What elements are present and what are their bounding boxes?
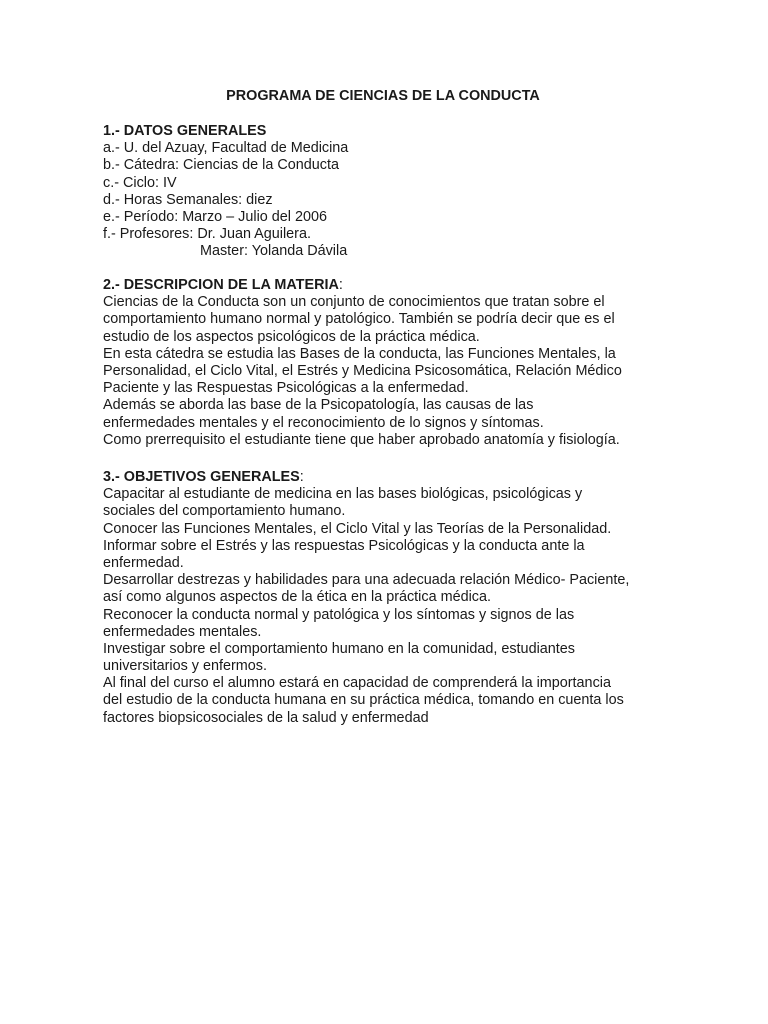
heading-colon: : [338, 277, 343, 293]
text-line: enfermedades mentales y el reconocimiento de lo signos y síntomas. [103, 414, 544, 431]
text-line: comportamiento humano normal y patológico. También se podría decir que es el [103, 311, 615, 328]
text-line: En esta cátedra se estudia las Bases de la conducta, las Funciones Mentales, la [103, 345, 616, 362]
text-line: del estudio de la conducta humana en su práctica médica, tomando en cuenta los [103, 692, 624, 709]
text-line: Conocer las Funciones Mentales, el Ciclo Vital y las Teorías de la Personalidad. [103, 520, 612, 537]
section-heading: 2.- DESCRIPCION DE LA MATERIA [103, 277, 339, 293]
text-line: Capacitar al estudiante de medicina en las bases biológicas, psicológicas y [103, 486, 583, 503]
section-heading-row [103, 277, 703, 294]
heading-colon: : [299, 469, 304, 485]
text-line: Personalidad, el Ciclo Vital, el Estrés y Medicina Psicosomática, Relación Médico [103, 362, 622, 379]
section-datos-generales [103, 123, 703, 261]
text-line: sociales del comportamiento humano. [103, 503, 346, 520]
text-line: Ciencias de la Conducta son un conjunto de conocimientos que tratan sobre el [103, 294, 605, 311]
text-line: enfermedades mentales. [103, 623, 262, 640]
text-line: estudio de los aspectos psicológicos de la práctica médica. [103, 328, 480, 345]
section-heading: 3.- OBJETIVOS GENERALES [103, 469, 300, 485]
text-line: e.- Período: Marzo – Julio del 2006 [103, 208, 327, 225]
text-line: Paciente y las Respuestas Psicológicas a la enfermedad. [103, 380, 469, 397]
section-objetivos [103, 469, 703, 727]
text-line: d.- Horas Semanales: diez [103, 191, 273, 208]
text-line: Al final del curso el alumno estará en capacidad de comprenderá la importancia [103, 675, 611, 692]
text-line: factores biopsicosociales de la salud y enfermedad [103, 709, 429, 726]
text-line: c.- Ciclo: IV [103, 174, 177, 191]
text-line: Reconocer la conducta normal y patológica y los síntomas y signos de las [103, 606, 575, 623]
text-line: Además se aborda las base de la Psicopatología, las causas de las [103, 397, 534, 414]
text-line: universitarios y enfermos. [103, 658, 267, 675]
text-line: f.- Profesores: Dr. Juan Aguilera. [103, 226, 311, 243]
document-title [103, 88, 663, 105]
section-heading-row [103, 469, 703, 486]
text-line: a.- U. del Azuay, Facultad de Medicina [103, 140, 349, 157]
document-title-text: PROGRAMA DE CIENCIAS DE LA CONDUCTA [226, 88, 540, 104]
text-line: b.- Cátedra: Ciencias de la Conducta [103, 157, 339, 174]
text-line: enfermedad. [103, 554, 184, 571]
text-line: Informar sobre el Estrés y las respuestas Psicológicas y la conducta ante la [103, 537, 585, 554]
section-heading: 1.- DATOS GENERALES [103, 123, 267, 139]
text-line: Como prerrequisito el estudiante tiene que haber aprobado anatomía y fisiología. [103, 431, 620, 448]
text-line: Desarrollar destrezas y habilidades para una adecuada relación Médico- Paciente, [103, 572, 630, 589]
text-line: Investigar sobre el comportamiento humano en la comunidad, estudiantes [103, 640, 575, 657]
text-line: así como algunos aspectos de la ética en la práctica médica. [103, 589, 491, 606]
section-descripcion [103, 277, 703, 449]
text-line-indented: Master: Yolanda Dávila [200, 243, 348, 260]
